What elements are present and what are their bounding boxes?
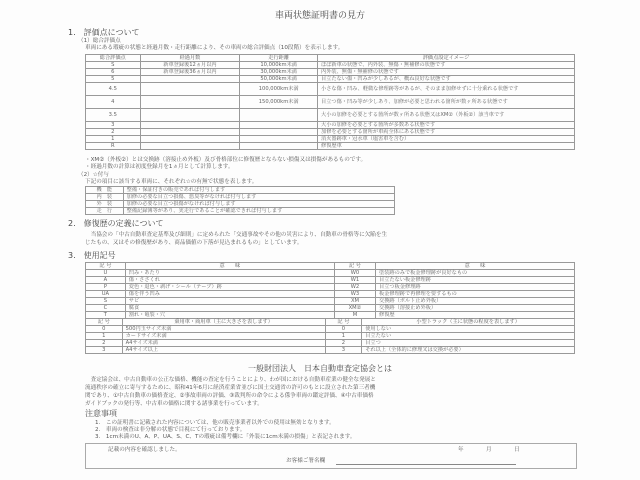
- column-header: 小型トラック（主に状態の程度を表します）: [362, 319, 575, 326]
- table-cell: 3.5: [86, 109, 141, 122]
- table-cell: 5: [86, 76, 141, 83]
- section-3-heading: 3. 使用記号: [68, 251, 116, 260]
- table-row: [86, 109, 575, 122]
- column-header: 記 号: [334, 263, 375, 270]
- org-text: ガイドブックの発行等、中古車の価格に関する諸事業を行っています。: [85, 401, 263, 407]
- table-cell: [240, 143, 318, 150]
- table-cell: 2: [86, 129, 141, 136]
- signature-label: お客様ご署名欄: [286, 458, 326, 464]
- caution-item: 3. 1cm未満のU、A、P、UA、S、C、Tの瑕疵は備考欄に「外装に1cm未満の損傷」と表記されます。: [95, 434, 356, 440]
- table-row: [86, 129, 575, 136]
- table-cell: XM②: [334, 305, 375, 312]
- table-cell: 大小の加修を必要とする箇所が多数ある状態です: [318, 122, 575, 129]
- confirmation-box: [85, 443, 577, 469]
- table-cell: 50,000km未満: [240, 76, 318, 83]
- table-row: [86, 305, 575, 312]
- table-cell: 0: [86, 326, 123, 333]
- column-header: 評価点設定イメージ: [318, 55, 575, 62]
- table-cell: 3: [86, 122, 141, 129]
- table-cell: 変色・退色・剥げ・シール（テープ）跡: [125, 284, 334, 291]
- subsection-overall-score: （1）総合評価点: [78, 38, 121, 44]
- repair-definition: 当協会の「中古自動車査定基準及び細則」に定められた「交通事故やその他の災害により、自動車の骨格等に欠陥を生: [85, 232, 388, 238]
- table-cell: W3: [334, 291, 375, 298]
- size-table: [85, 318, 575, 354]
- table-row: [86, 270, 575, 277]
- table-row: [86, 136, 575, 143]
- symbol-table: [85, 262, 575, 319]
- table-row: [86, 187, 395, 194]
- confirmation-text: 記載の内容を確認しました。: [108, 447, 181, 453]
- table-cell: 3: [86, 347, 123, 354]
- table-cell: 加修の必要な目立つ損傷、悪臭等がなければ付与します: [123, 194, 394, 201]
- table-cell: 内 装: [86, 194, 124, 201]
- table-row: [86, 340, 575, 347]
- table-cell: 交換跡（溶接止め外板）: [376, 305, 575, 312]
- table-cell: 100,000km未満: [240, 83, 318, 96]
- table-row: [86, 347, 575, 354]
- table-cell: 10,000km未満: [240, 62, 318, 69]
- table-cell: 内外装、無傷・無補修の状態です: [318, 69, 575, 76]
- star-description: 下記の項目に該当する車両に、それぞれ☆の有無で状態を表します。: [85, 179, 258, 185]
- column-header: 意 味: [376, 263, 575, 270]
- table-row: [86, 96, 575, 109]
- table-cell: 加修の必要な目立つ損傷がなければ付与します: [123, 201, 394, 208]
- caution-item: 1. この証明書に記載された内容については、他の販売事業者以外での使用は無効となります。: [95, 420, 335, 426]
- table-cell: ほぼ新車の状態で、内外装、無傷・無補修の状態です: [318, 62, 575, 69]
- table-row: [86, 194, 395, 201]
- column-header: 記 号: [86, 319, 123, 326]
- table-cell: [140, 143, 240, 150]
- table-cell: 目立たない板金修理跡: [376, 277, 575, 284]
- table-cell: 目立たない傷・凹みが少しあるが、概ね良好な状態です: [318, 76, 575, 83]
- table-cell: 4: [86, 96, 141, 109]
- table-row: [86, 143, 575, 150]
- table-cell: S: [86, 298, 126, 305]
- section-1-heading: 1. 評価点について: [68, 28, 140, 37]
- column-header: 乗用車・商用車（主に大きさを表します）: [122, 319, 325, 326]
- column-header: 経過月数: [140, 55, 240, 62]
- table-cell: 使用しない: [362, 326, 575, 333]
- org-heading: 一般財団法人 日本自動車査定協会とは: [248, 364, 392, 373]
- table-cell: 傷を伴う凹み: [125, 291, 334, 298]
- table-cell: 2: [325, 340, 362, 347]
- org-text: 査定協会は、中古自動車の公正な価格、機能の査定を行うことにより、わが国における自動車産業の健全な発展と: [85, 377, 376, 383]
- table-cell: 150,000km未満: [240, 96, 318, 109]
- table-cell: [140, 136, 240, 143]
- table-cell: 6: [86, 69, 141, 76]
- table-cell: [140, 96, 240, 109]
- star-table: [85, 186, 395, 215]
- table-cell: 凹み・あたり: [125, 270, 334, 277]
- table-cell: A4サイズ以上: [122, 347, 325, 354]
- table-row: [86, 122, 575, 129]
- table-row: [86, 208, 395, 215]
- table-row: [86, 83, 575, 96]
- table-cell: A: [86, 277, 126, 284]
- table-cell: M: [334, 312, 375, 319]
- section-2-heading: 2. 修復歴の定義について: [68, 219, 164, 228]
- table-row: [86, 284, 575, 291]
- table-cell: 1: [325, 333, 362, 340]
- table-cell: カードサイズ未満: [122, 333, 325, 340]
- org-text: 流通秩序の確立に寄与するために、昭和41年6月に経済産業省並びに国土交通省の許可のもとに設立された第三者機: [85, 385, 376, 391]
- column-header: 総合評価点: [86, 55, 141, 62]
- column-header: 記 号: [86, 263, 126, 270]
- table-cell: [240, 122, 318, 129]
- table-cell: サビ: [125, 298, 334, 305]
- table-cell: T: [86, 312, 126, 319]
- table-cell: [140, 76, 240, 83]
- table-row: [86, 333, 575, 340]
- table-cell: [240, 136, 318, 143]
- score-table: [85, 54, 575, 150]
- table-cell: 30,000km未満: [240, 69, 318, 76]
- table-cell: [240, 109, 318, 122]
- table-cell: S: [86, 62, 141, 69]
- page-title: 車両状態証明書の見方: [274, 11, 365, 21]
- table-cell: 外 装: [86, 201, 124, 208]
- table-cell: W2: [334, 284, 375, 291]
- table-row: [86, 277, 575, 284]
- table-cell: 大小の加修を必要とする箇所が数ヶ所ある状態又はXM②（外板②）該当車です: [318, 109, 575, 122]
- caution-item: 2. 車両の検査は非分解の状態で目視にて行っております。: [95, 427, 246, 433]
- table-cell: 500円玉サイズ未満: [122, 326, 325, 333]
- table-cell: 傷・ささくれ: [125, 277, 334, 284]
- table-cell: 割れ・亀裂・穴: [125, 312, 334, 319]
- table-cell: 加修を必要とする箇所が車両全体にある状態です: [318, 129, 575, 136]
- subsection-star: （2）☆付与: [78, 172, 109, 178]
- table-cell: 1: [86, 136, 141, 143]
- table-cell: C: [86, 305, 126, 312]
- repair-definition: じたもの、又はその修復歴があり、商品価値の下落が見込まれるもの」としています。: [85, 240, 303, 246]
- table-cell: 修復歴車: [318, 143, 575, 150]
- table-row: [86, 76, 575, 83]
- table-cell: 4.5: [86, 83, 141, 96]
- note: ・XM②（外板②）とは交換跡（溶接止め外板）及び骨格部位に修復歴とならない損傷又は損傷があるものです。: [85, 157, 367, 163]
- table-cell: R: [86, 143, 141, 150]
- table-row: [86, 326, 575, 333]
- table-cell: 目立たない: [362, 333, 575, 340]
- table-cell: [140, 129, 240, 136]
- column-header: 意 味: [125, 263, 334, 270]
- table-cell: 目立つ傷・凹み等が少しあり、加修が必要と思われる箇所が数ヶ所ある状態です: [318, 96, 575, 109]
- table-cell: 0: [325, 326, 362, 333]
- table-row: [86, 69, 575, 76]
- table-cell: [240, 129, 318, 136]
- table-cell: 新車登録後12ヵ月以内: [140, 62, 240, 69]
- table-cell: 修復歴: [376, 312, 575, 319]
- table-cell: 2: [86, 340, 123, 347]
- table-cell: 整備・保証付きの販売であれば付与します: [123, 187, 394, 194]
- table-cell: [140, 109, 240, 122]
- table-cell: 3: [325, 347, 362, 354]
- table-cell: 1: [86, 333, 123, 340]
- column-header: 走行距離: [240, 55, 318, 62]
- org-text: 関であり、①中古自動車の価格査定、②事故車両の評価、③裁判所の命令による係争車両の鑑定評価、④中古車価格: [85, 393, 374, 399]
- table-cell: 整備記録簿等があり、実走行であることが確認できれば付与します: [123, 208, 394, 215]
- table-cell: 消火器跡車・冠水車（塩害車を含む）: [318, 136, 575, 143]
- table-cell: 走 行: [86, 208, 124, 215]
- table-cell: 目立つ板金修理跡: [376, 284, 575, 291]
- table-cell: [140, 83, 240, 96]
- table-cell: それ以上（全体的に修理又は交換が必要）: [362, 347, 575, 354]
- year-label: 年: [458, 447, 464, 453]
- table-row: [86, 298, 575, 305]
- table-cell: 板金修理跡で再修理を要するもの: [376, 291, 575, 298]
- table-row: [86, 201, 395, 208]
- table-row: [86, 62, 575, 69]
- table-cell: 機 能: [86, 187, 124, 194]
- table-cell: XM: [334, 298, 375, 305]
- table-cell: A4サイズ未満: [122, 340, 325, 347]
- table-cell: 新車登録後36ヵ月以内: [140, 69, 240, 76]
- table-row: [86, 291, 575, 298]
- table-cell: [140, 122, 240, 129]
- table-cell: 小さな傷・凹み、軽微な修理跡等があるが、そのまま加修せずに十分乗れる状態です: [318, 83, 575, 96]
- table-cell: UA: [86, 291, 126, 298]
- table-cell: W1: [334, 277, 375, 284]
- table-cell: 腐食: [125, 305, 334, 312]
- table-cell: W0: [334, 270, 375, 277]
- overall-score-description: 車両にある瑕疵の状態と経過月数・走行距離により、その車両の総合評価点（10段階）を表示します。: [85, 45, 344, 51]
- table-cell: P: [86, 284, 126, 291]
- caution-heading: 注意事項: [85, 409, 117, 418]
- column-header: 記 号: [325, 319, 362, 326]
- table-cell: 目立つ: [362, 340, 575, 347]
- table-cell: 塗装跡のみで板金修理跡が良好なもの: [376, 270, 575, 277]
- table-cell: U: [86, 270, 126, 277]
- note: ・経過月数の計算は初度登録月を1ヵ月として計算します。: [85, 164, 234, 170]
- table-cell: 交換跡（ボルト止め外板）: [376, 298, 575, 305]
- signature-line[interactable]: [336, 464, 516, 465]
- month-label: 月: [486, 447, 492, 453]
- day-label: 日: [514, 447, 520, 453]
